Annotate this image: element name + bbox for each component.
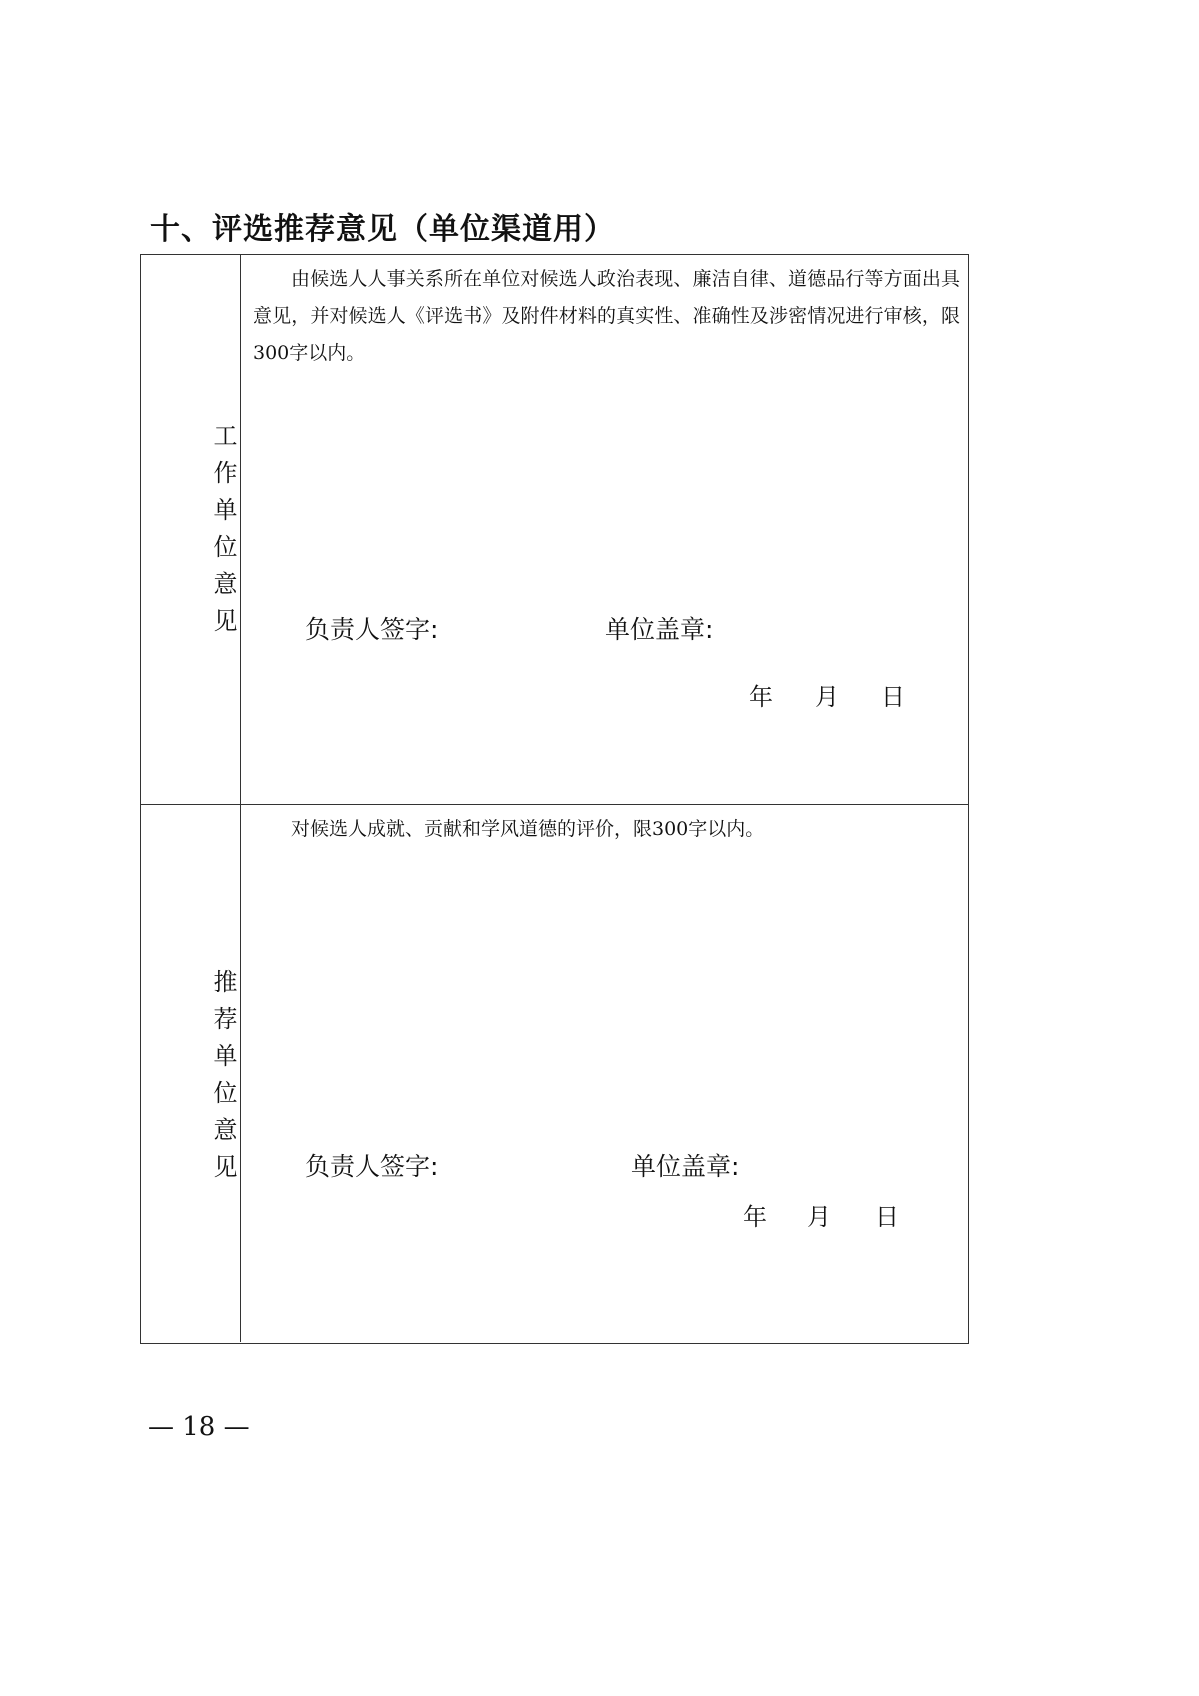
page-number: — 18 —	[148, 1412, 250, 1442]
recommend-unit-label: 推荐单位意见	[209, 969, 237, 1191]
work-unit-label-cell	[141, 255, 241, 804]
recommend-unit-seal-label: 单位盖章:	[631, 1152, 740, 1181]
recommend-unit-label-cell	[141, 805, 241, 1342]
work-unit-instruction: 由候选人人事关系所在单位对候选人政治表现、廉洁自律、道德品行等方面出具意见，并对候选人《评选书》及附件材料的真实性、准确性及涉密情况进行审核，限300字以内。	[253, 268, 960, 364]
work-unit-opinion-cell[interactable]	[241, 255, 968, 804]
work-unit-signature-label: 负责人签字:	[305, 615, 439, 644]
work-unit-seal-label: 单位盖章:	[605, 615, 714, 644]
recommend-unit-date-day: 日	[875, 1203, 899, 1231]
section-title: 十、评选推荐意见（单位渠道用）	[150, 212, 615, 247]
recommend-unit-date-month: 月	[807, 1203, 831, 1231]
recommend-unit-signature-label: 负责人签字:	[305, 1152, 439, 1181]
work-unit-opinion-row	[141, 255, 968, 805]
recommend-unit-opinion-cell[interactable]	[241, 805, 968, 1342]
recommend-unit-opinion-row	[141, 805, 968, 1342]
work-unit-date-day: 日	[881, 683, 905, 711]
recommend-unit-instruction: 对候选人成就、贡献和学风道德的评价，限300字以内。	[291, 818, 765, 840]
opinion-form-table	[140, 254, 969, 1344]
work-unit-date-month: 月	[815, 683, 839, 711]
work-unit-date-year: 年	[749, 683, 773, 711]
work-unit-label: 工作单位意见	[209, 423, 237, 645]
recommend-unit-date-year: 年	[743, 1203, 767, 1231]
